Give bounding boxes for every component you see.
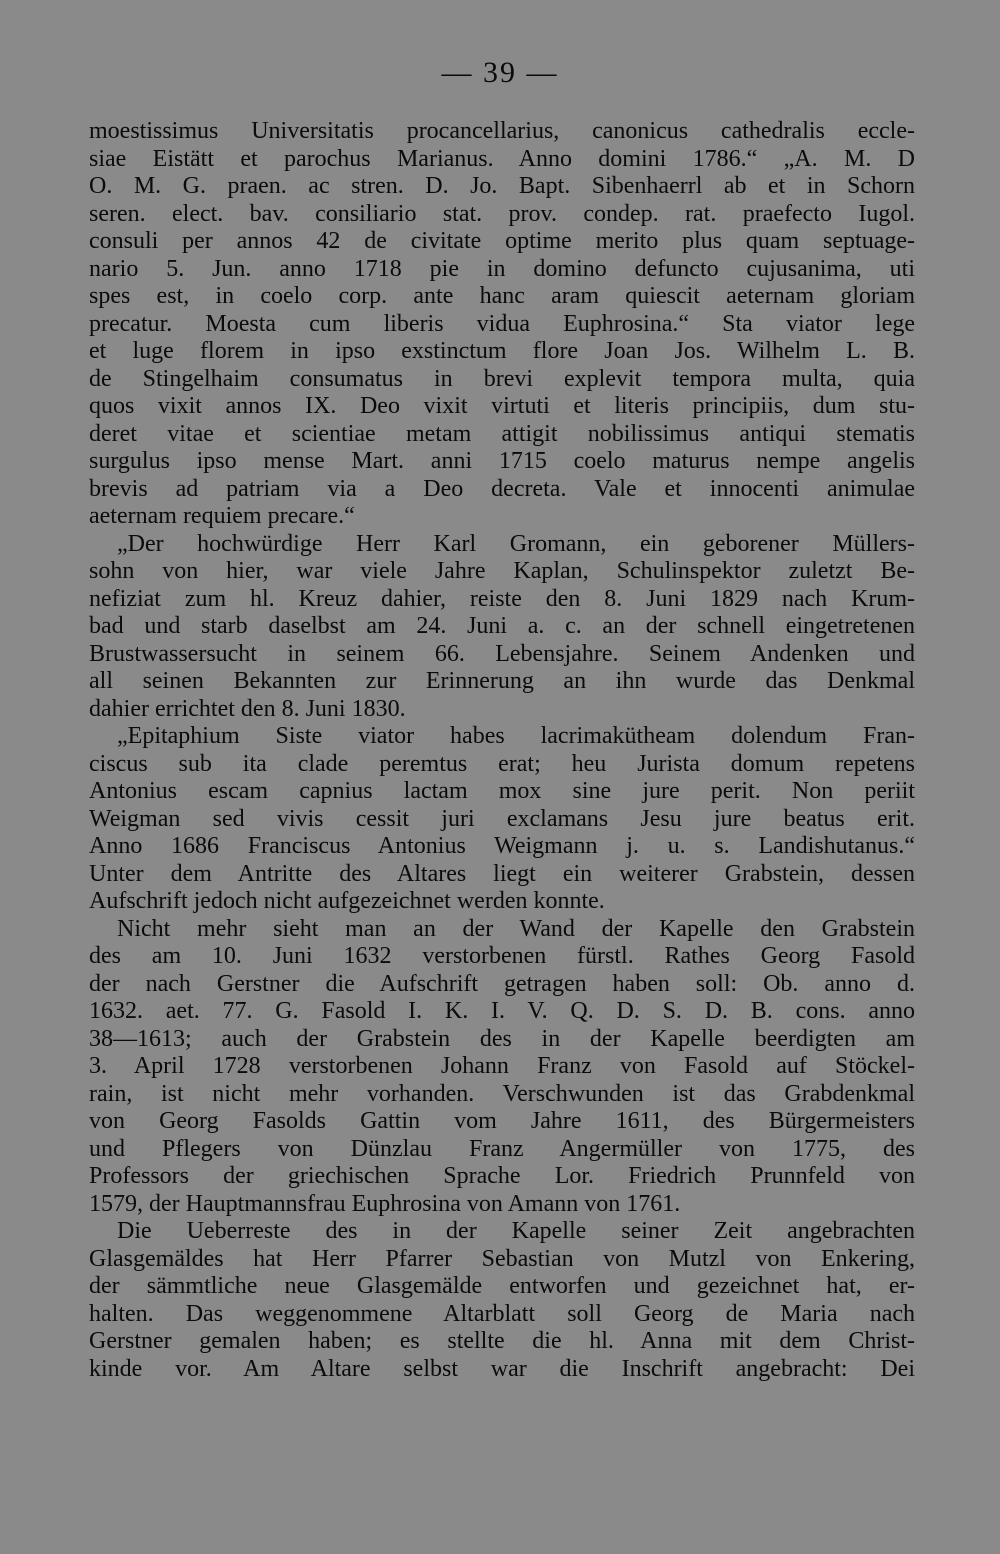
text-line: aeternam requiem precare.“ [89, 503, 355, 529]
text-line: Nicht mehr sieht man an der Wand der Kapelle den Grabstein [117, 915, 915, 942]
text-line: der sämmtliche neue Glasgemälde entworfen und gezeichnet hat, er- [89, 1273, 915, 1299]
text-line: surgulus ipso mense Mart. anni 1715 coelo maturus nempe angelis [89, 448, 915, 474]
text-line: Glasgemäldes hat Herr Pfarrer Sebastian von Mutzl von Enkering, [89, 1245, 915, 1272]
text-line: 1579, der Hauptmannsfrau Euphrosina von Amann von 1761. [89, 1190, 681, 1217]
text-line: halten. Das weggenommene Altarblatt soll Georg de Maria nach [89, 1300, 915, 1327]
text-line: „Der hochwürdige Herr Karl Gromann, ein geborener Müllers- [117, 530, 915, 557]
text-line: sohn von hier, war viele Jahre Kaplan, Schulinspektor zuletzt Be- [89, 558, 915, 584]
text-line: ciscus sub ita clade peremtus erat; heu Jurista domum repetens [89, 750, 915, 777]
text-line: O. M. G. praen. ac stren. D. Jo. Bapt. Sibenhaerrl ab et in Schorn [89, 173, 915, 199]
text-line: Weigman sed vivis cessit juri exclamans Jesu jure beatus erit. [89, 805, 915, 832]
text-line: „Epitaphium Siste viator habes lacrimakütheam dolendum Fran- [117, 723, 915, 749]
text-line: Aufschrift jedoch nicht aufgezeichnet werden konnte. [89, 888, 605, 914]
text-line: precatur. Moesta cum liberis vidua Euphrosina.“ Sta viator lege [89, 310, 915, 337]
text-line: spes est, in coelo corp. ante hanc aram quiescit aeternam gloriam [89, 283, 915, 309]
text-line: Antonius escam capnius lactam mox sine jure perit. Non periit [89, 778, 915, 804]
text-line: quos vixit annos IX. Deo vixit virtuti et literis principiis, dum stu- [89, 393, 915, 419]
text-line: und Pflegers von Dünzlau Franz Angermüller von 1775, des [89, 1135, 915, 1162]
text-line: Gerstner gemalen haben; es stellte die hl. Anna mit dem Christ- [89, 1328, 915, 1354]
text-line: consuli per annos 42 de civitate optime merito plus quam septuage- [89, 228, 915, 254]
text-line: nario 5. Jun. anno 1718 pie in domino defuncto cujusanima, uti [89, 255, 915, 282]
text-line: nefiziat zum hl. Kreuz dahier, reiste den 8. Juni 1829 nach Krum- [89, 585, 915, 612]
text-line: bad und starb daselbst am 24. Juni a. c. an der schnell eingetretenen [89, 613, 915, 639]
text-line: de Stingelhaim consumatus in brevi explevit tempora multa, quia [89, 365, 915, 392]
text-line: 1632. aet. 77. G. Fasold I. K. I. V. Q. D. S. D. B. cons. anno [89, 998, 915, 1024]
text-line: Unter dem Antritte des Altares liegt ein weiterer Grabstein, dessen [89, 860, 915, 887]
body-text [89, 118, 915, 1383]
text-line: 38—1613; auch der Grabstein des in der Kapelle beerdigten am [89, 1025, 915, 1052]
text-line: rain, ist nicht mehr vorhanden. Verschwunden ist das Grabdenkmal [89, 1080, 915, 1107]
text-line: et luge florem in ipso exstinctum flore Joan Jos. Wilhelm L. B. [89, 338, 915, 364]
text-line: der nach Gerstner die Aufschrift getragen haben soll: Ob. anno d. [89, 970, 915, 997]
text-line: siae Eistätt et parochus Marianus. Anno domini 1786.“ „A. M. D [89, 145, 915, 172]
text-line: 3. April 1728 verstorbenen Johann Franz von Fasold auf Stöckel- [89, 1053, 915, 1079]
text-line: von Georg Fasolds Gattin vom Jahre 1611, des Bürgermeisters [89, 1108, 915, 1134]
text-line: brevis ad patriam via a Deo decreta. Vale et innocenti animulae [89, 475, 915, 502]
text-line: deret vitae et scientiae metam attigit nobilissimus antiqui stematis [89, 420, 915, 447]
text-line: moestissimus Universitatis procancellarius, canonicus cathedralis eccle- [89, 118, 915, 144]
text-line: all seinen Bekannten zur Erinnerung an ihn wurde das Denkmal [89, 668, 915, 694]
text-line: kinde vor. Am Altare selbst war die Inschrift angebracht: Dei [89, 1355, 915, 1382]
text-line: seren. elect. bav. consiliario stat. prov. condep. rat. praefecto Iugol. [89, 200, 915, 227]
text-line: Brustwassersucht in seinem 66. Lebensjahre. Seinem Andenken und [89, 640, 915, 667]
text-line: Die Ueberreste des in der Kapelle seiner Zeit angebrachten [117, 1218, 915, 1244]
text-line: Anno 1686 Franciscus Antonius Weigmann j. u. s. Landishutanus.“ [89, 833, 915, 859]
text-line: dahier errichtet den 8. Juni 1830. [89, 695, 406, 722]
text-line: Professors der griechischen Sprache Lor. Friedrich Prunnfeld von [89, 1163, 915, 1189]
page-number: — 39 — [441, 56, 559, 89]
text-line: des am 10. Juni 1632 verstorbenen fürstl. Rathes Georg Fasold [89, 943, 915, 969]
